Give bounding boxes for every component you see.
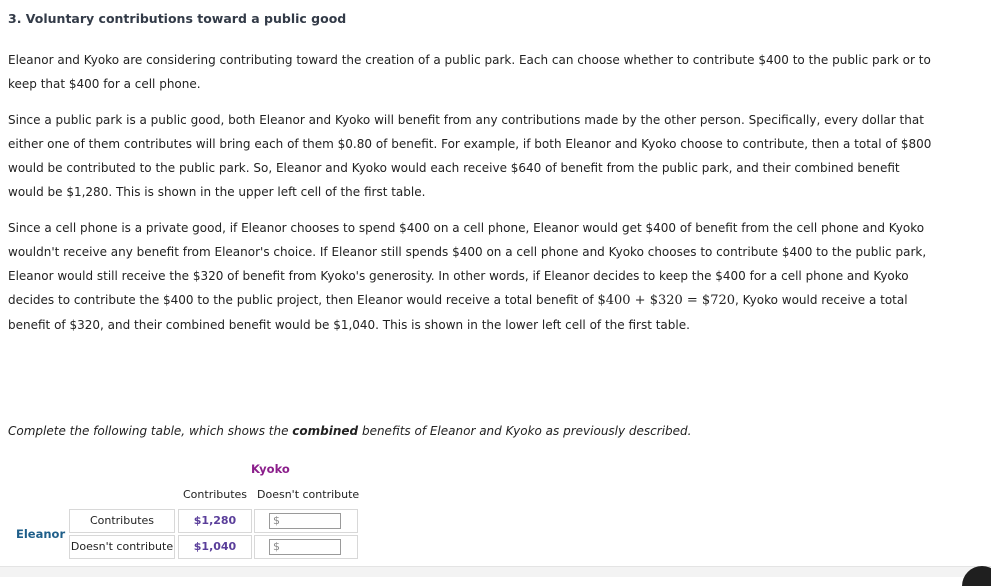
bottom-bar [0,566,991,577]
row-header-doesnt-contribute: Doesn't contribute [69,535,175,559]
paragraph-private-good [8,216,933,337]
dollar-prefix: $ [273,514,280,527]
paragraph-private-good-text-2: , Kyoko would receive a total benefit of $320, and their combined benefit would be $1,040. This is shown in the lower left cell of the first table. [8,293,908,332]
col-header-contributes: Contributes [183,488,248,501]
cell-doesnt-contribute-contributes: $1,040 [178,535,252,559]
instruction-bold: combined [292,424,359,438]
instruction-text-1: Complete the following table, which shows the [8,424,293,438]
row-header-contributes: Contributes [69,509,175,533]
math-expression: $400 + $320 = $720 [597,293,736,308]
col-header-doesnt-contribute: Doesn't contribute [257,488,360,501]
paragraph-public-good: Since a public park is a public good, both Eleanor and Kyoko will benefit from any contributions made by the other person. Specifically, every dollar that either one of them contributes will bring each of them $0.80 of benefit. For example, if both Eleanor and Kyoko choose to contribute, then a total of $800 would be contributed to the public park. So, Eleanor and Kyoko would each receive $640 of benefit from the public park, and their combined benefit would be $1,280. This is shown in the upper left cell of the first table. [8,113,932,199]
dollar-prefix: $ [273,540,280,553]
table-instruction [8,424,691,438]
question-heading: 3. Voluntary contributions toward a public good [8,11,347,26]
cell-contributes-doesnt-contribute [254,509,358,533]
paragraph-intro: Eleanor and Kyoko are considering contributing toward the creation of a public park. Each can choose whether to contribute $400 to the public park or to keep that $400 for a cell phone. [8,53,931,91]
row-player-label: Eleanor [16,527,66,541]
instruction-text-2: benefits of Eleanor and Kyoko as previously described. [358,424,692,438]
column-player-label: Kyoko [251,462,290,476]
paragraph-private-good-text-1: Since a cell phone is a private good, if Eleanor chooses to spend $400 on a cell phone, Eleanor would get $400 of benefit from the cell phone and Kyoko wouldn't receive any benefit from Eleanor's choice. If Eleanor still spends $400 on a cell phone and Kyoko chooses to contribute $400 to the public park, Eleanor would still receive the $320 of benefit from Kyoko's generosity. In other words, if Eleanor decides to keep the $400 for a cell phone and Kyoko decides to contribute the $400 to the public project, then Eleanor would receive a total benefit of [8,221,927,307]
cell-doesnt-contribute-doesnt-contribute [254,535,358,559]
cell-contributes-contributes: $1,280 [178,509,252,533]
